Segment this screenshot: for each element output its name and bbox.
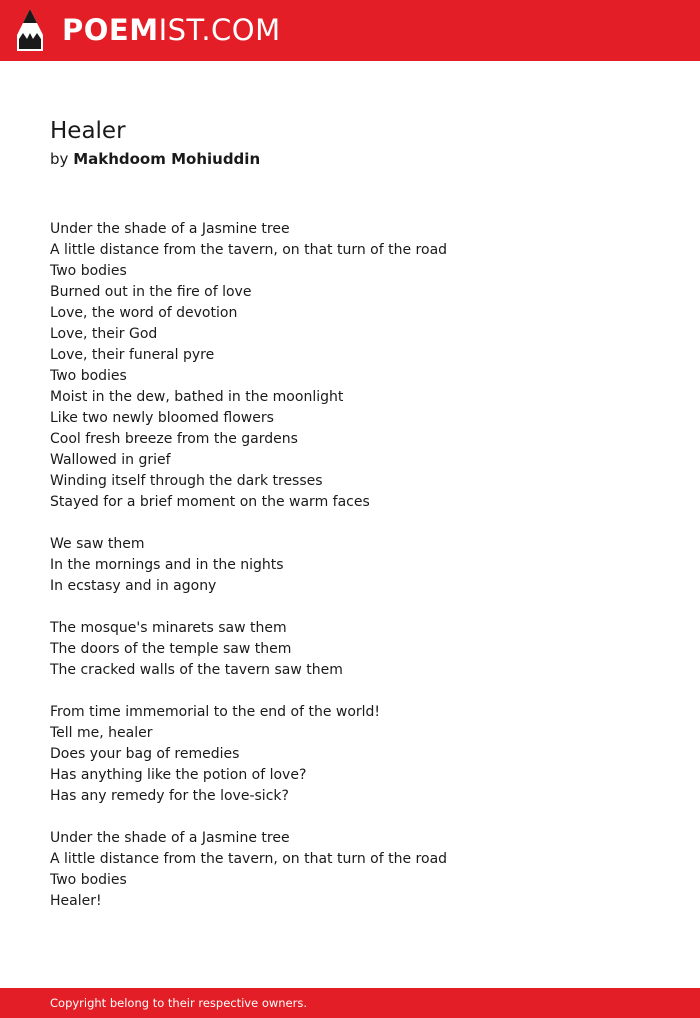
footer-copyright: Copyright belong to their respective owners. <box>50 996 308 1010</box>
site-logo[interactable] <box>62 13 281 47</box>
poem-line: The mosque's minarets saw them <box>50 620 287 636</box>
poem-line: Two bodies <box>50 368 127 384</box>
poem-line: Moist in the dew, bathed in the moonlight <box>50 389 344 405</box>
poem-line: A little distance from the tavern, on that turn of the road <box>50 242 448 258</box>
poem-title: Healer <box>50 118 126 144</box>
poem-line: Two bodies <box>50 872 127 888</box>
logo-text-light: IST.COM <box>158 13 281 47</box>
poem-byline <box>50 149 260 169</box>
poem-line: Has anything like the potion of love? <box>50 767 307 783</box>
poem-line: Cool fresh breeze from the gardens <box>50 431 298 447</box>
poem-line: In the mornings and in the nights <box>50 557 284 573</box>
poem-line: Two bodies <box>50 263 127 279</box>
site-header <box>0 0 700 61</box>
poem-line: Healer! <box>50 893 102 909</box>
poem-stanza <box>50 618 670 681</box>
poem-line: Love, their God <box>50 326 158 342</box>
poem-stanza <box>50 219 670 513</box>
poem-line: Love, the word of devotion <box>50 305 238 321</box>
site-footer <box>0 988 700 1018</box>
poem-line: The cracked walls of the tavern saw them <box>50 662 343 678</box>
poem-line: Under the shade of a Jasmine tree <box>50 830 290 846</box>
poem-line: Does your bag of remedies <box>50 746 240 762</box>
poem-line: Burned out in the fire of love <box>50 284 252 300</box>
pencil-icon <box>17 9 43 51</box>
logo-text-bold: POEM <box>62 13 159 47</box>
poem-line: A little distance from the tavern, on that turn of the road <box>50 851 448 867</box>
poem-line: We saw them <box>50 536 145 552</box>
poem-author: Makhdoom Mohiuddin <box>73 150 261 168</box>
poem-stanza <box>50 828 670 912</box>
poem-line: Wallowed in grief <box>50 452 171 468</box>
byline-prefix: by <box>50 150 69 168</box>
poem-stanza <box>50 534 670 597</box>
poem-line: In ecstasy and in agony <box>50 578 217 594</box>
poem-line: Love, their funeral pyre <box>50 347 215 363</box>
poem-line: Winding itself through the dark tresses <box>50 473 323 489</box>
poem-line: From time immemorial to the end of the world! <box>50 704 381 720</box>
poem-line: Tell me, healer <box>50 725 153 741</box>
poem-line: Stayed for a brief moment on the warm faces <box>50 494 370 510</box>
poem-line: Under the shade of a Jasmine tree <box>50 221 290 237</box>
poem-line: Like two newly bloomed flowers <box>50 410 274 426</box>
poem-stanza <box>50 702 670 807</box>
poem-line: Has any remedy for the love-sick? <box>50 788 289 804</box>
poem-body <box>50 219 670 912</box>
poem-line: The doors of the temple saw them <box>50 641 292 657</box>
